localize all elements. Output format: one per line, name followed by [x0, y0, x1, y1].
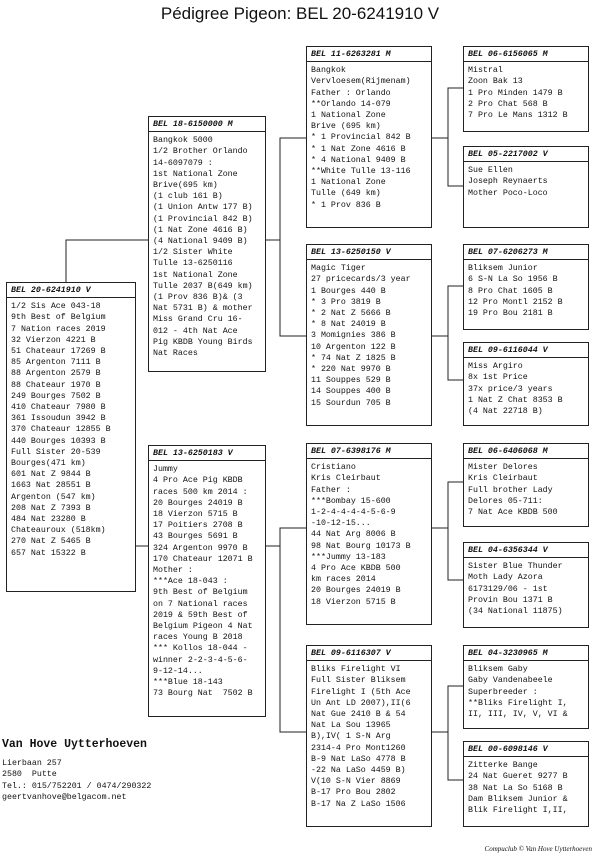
pedigree-line: 51 Chateaur 17269 B — [11, 347, 106, 357]
pedigree-line: Miss Grand Cru 16- — [153, 315, 243, 325]
pedigree-line: 1/2 Brother Orlando — [153, 147, 248, 157]
ggp8-lines — [468, 760, 584, 816]
pedigree-line: 440 Bourges 10393 B — [11, 436, 106, 446]
pedigree-line: Vervloesem(Rijmenam) — [311, 77, 411, 87]
pedigree-line: Bliksem Gaby — [468, 665, 528, 675]
gp3-ring-number: BEL 07-6398176 M — [307, 446, 431, 459]
pedigree-line: 20 Bourges 24019 B — [153, 498, 243, 508]
pedigree-line: Father : Orlando — [311, 88, 391, 98]
pedigree-line: Bourges(471 km) — [11, 459, 86, 469]
pedigree-line: (1 Nat Zone 4616 B) — [153, 225, 248, 235]
pedigree-line: (1 club 161 B) — [153, 192, 223, 202]
pedigree-line: (1 Union Antw 177 B) — [153, 203, 253, 213]
pedigree-line: Cristiano — [311, 463, 356, 473]
pedigree-line: -22 Na LaSo 4459 B) — [311, 766, 406, 776]
pedigree-line: Bliks Firelight VI — [311, 665, 401, 675]
grandsire-maternal-card — [306, 443, 432, 625]
sire-ring-number: BEL 18-6150000 M — [149, 119, 265, 132]
owner-city-line: 2580 Putte — [2, 770, 57, 780]
pedigree-line: B-17 Na Z LaSo 1506 — [311, 799, 406, 809]
pedigree-line: II, III, IV, V, VI & — [468, 710, 568, 720]
dam-ring-number: BEL 13-6250183 V — [149, 448, 265, 461]
pedigree-line: Full brother Lady — [468, 485, 553, 495]
pedigree-line: 249 Bourges 7502 B — [11, 391, 101, 401]
pedigree-line: 1st National Zone — [153, 169, 238, 179]
pedigree-line: Moth Lady Azora — [468, 573, 543, 583]
ggp7-lines — [468, 664, 584, 720]
pedigree-line: races 500 km 2014 : — [153, 487, 248, 497]
pedigree-line: Nat La Sou 13965 — [311, 721, 391, 731]
pedigree-line: 9th Best of Belgium — [153, 588, 248, 598]
gp1-lines — [311, 65, 427, 211]
pedigree-line: ***Bombay 15-600 — [311, 496, 391, 506]
ggp2-card — [463, 146, 589, 228]
pedigree-line: 8x 1st Price — [468, 373, 528, 383]
pedigree-line: B-9 Nat LaSo 4778 B — [311, 754, 406, 764]
pedigree-line: (4 Nat 22718 B) — [468, 407, 543, 417]
pedigree-line: 1663 Nat 28551 B — [11, 481, 91, 491]
ggp1-card — [463, 46, 589, 132]
gp2-lines — [311, 263, 427, 409]
granddam-paternal-card — [306, 244, 432, 426]
ggp5-ring-number: BEL 06-6406068 M — [464, 446, 588, 459]
pedigree-line: B-17 Pro Bou 2802 — [311, 788, 396, 798]
pedigree-line: winner 2-2-3-4-5-6- — [153, 655, 248, 665]
pedigree-line: Nat Gue 2410 B & 54 — [311, 710, 406, 720]
pedigree-line: 44 Nat Arg 8006 B — [311, 530, 396, 540]
pedigree-line: * 1 Provincial 842 B — [311, 133, 411, 143]
pedigree-line: (4 National 9409 B) — [153, 237, 248, 247]
pedigree-line: 98 Nat Bourg 10173 B — [311, 541, 411, 551]
pedigree-line: Nat Races — [153, 349, 198, 359]
pedigree-line: 4 Pro Ace Pig KBDB — [153, 476, 243, 486]
pedigree-line: Miss Argiro — [468, 362, 523, 372]
pedigree-line: Sister Blue Thunder — [468, 562, 563, 572]
pedigree-line: Superbreeder : — [468, 687, 538, 697]
footer-credit: Compuclub © Van Hove Uytterhoeven — [484, 845, 592, 853]
pedigree-line: 601 Nat Z 9844 B — [11, 470, 91, 480]
pedigree-line: V(10 S-N Vier 8869 — [311, 777, 401, 787]
ggp6-card — [463, 542, 589, 628]
pedigree-line: 3 Momignies 386 B — [311, 331, 396, 341]
pedigree-line: 1/2 Sis Ace 043-18 — [11, 302, 101, 312]
pedigree-line: 10 Argenton 122 B — [311, 342, 396, 352]
pedigree-line: Sue Ellen — [468, 166, 513, 176]
gp1-ring-number: BEL 11-6263281 M — [307, 49, 431, 62]
pedigree-line: 1st National Zone — [153, 270, 238, 280]
pedigree-line: * 4 National 9409 B — [311, 155, 406, 165]
pedigree-line: 27 pricecards/3 year — [311, 275, 411, 285]
pedigree-line: 1/2 Sister White — [153, 248, 233, 258]
pedigree-line: 85 Argenton 7111 B — [11, 358, 101, 368]
sire-card — [148, 116, 266, 372]
ggp8-ring-number: BEL 00-6098146 V — [464, 744, 588, 757]
pedigree-line: Tulle 13-6250116 — [153, 259, 233, 269]
pedigree-line: 370 Chateaur 12855 B — [11, 425, 111, 435]
owner-name: Van Hove Uytterhoeven — [2, 738, 147, 751]
pedigree-line: Nat 5731 B) & mother — [153, 304, 253, 314]
pedigree-line: Provin Bou 1371 B — [468, 595, 553, 605]
sire-lines — [153, 135, 261, 359]
pedigree-line: 88 Chateaur 1970 B — [11, 380, 101, 390]
pedigree-line: Delores 05-711: — [468, 496, 543, 506]
pedigree-line: 170 Chateaur 12071 B — [153, 554, 253, 564]
dam-lines — [153, 464, 261, 699]
ggp2-ring-number: BEL 05-2217002 V — [464, 149, 588, 162]
pedigree-line: Mister Delores — [468, 463, 538, 473]
pedigree-line: km races 2014 — [311, 575, 376, 585]
pedigree-line: * 2 Nat Z 5666 B — [311, 309, 391, 319]
pedigree-line: 9th Best of Belgium — [11, 313, 106, 323]
pedigree-line: * 1 Prov 836 B — [311, 200, 381, 210]
pedigree-line: 484 Nat 23280 B — [11, 515, 86, 525]
pedigree-line: -10-12-15... — [311, 519, 371, 529]
pedigree-line: 18 Vierzon 5715 B — [153, 510, 238, 520]
pedigree-line: 7 Nat Ace KBDB 500 — [468, 508, 558, 518]
pedigree-line: Blik Firelight I,II, — [468, 806, 568, 816]
gp4-ring-number: BEL 09-6116307 V — [307, 648, 431, 661]
gp4-lines — [311, 664, 427, 810]
pedigree-line: 18 Vierzon 5715 B — [311, 597, 396, 607]
subject-ring-number: BEL 20-6241910 V — [7, 285, 135, 298]
pedigree-line: 1 National Zone — [311, 111, 386, 121]
pedigree-line: Zoon Bak 13 — [468, 77, 523, 87]
ggp7-card — [463, 645, 589, 729]
pedigree-line: ***Ace 18-043 : — [153, 577, 228, 587]
owner-address-line: Lierbaan 257 — [2, 759, 62, 768]
owner-email-link[interactable]: geertvanhove@belgacom.net — [2, 793, 127, 803]
pedigree-line: 24 Nat Gueret 9277 B — [468, 772, 568, 782]
pedigree-line: 15 Sourdun 705 B — [311, 398, 391, 408]
ggp5-lines — [468, 462, 584, 518]
pedigree-line: 14 Souppes 400 B — [311, 387, 391, 397]
pedigree-line: Father : — [311, 485, 351, 495]
pedigree-line: 32 Vierzon 4221 B — [11, 335, 96, 345]
pedigree-line: 2 Pro Chat 568 B — [468, 99, 548, 109]
pedigree-line: 410 Chateaur 7980 B — [11, 403, 106, 413]
ggp6-lines — [468, 561, 584, 617]
pedigree-line: 17 Poitiers 2708 B — [153, 521, 243, 531]
pedigree-line: Full Sister Bliksem — [311, 676, 406, 686]
ggp4-lines — [468, 361, 584, 417]
pedigree-line: Belgium Pigeon 4 Nat — [153, 622, 253, 632]
pedigree-line: Mistral — [468, 66, 503, 76]
pedigree-line: Brive(695 km) — [153, 181, 218, 191]
pedigree-line: Bangkok — [311, 66, 346, 76]
ggp4-card — [463, 342, 589, 426]
pedigree-line: (1 Provincial 842 B) — [153, 214, 253, 224]
ggp7-ring-number: BEL 04-3230965 M — [464, 648, 588, 661]
pedigree-line: Un Ant LD 2007),II(6 — [311, 698, 411, 708]
pedigree-line: Dam Bliksem Junior & — [468, 794, 568, 804]
pedigree-line: 43 Bourges 5691 B — [153, 532, 238, 542]
pedigree-line: * 8 Nat 24019 B — [311, 320, 386, 330]
pedigree-line: 4 Pro Ace KBDB 500 — [311, 564, 401, 574]
pedigree-line: 6173129/06 - 1st — [468, 584, 548, 594]
pedigree-line: **White Tulle 13-116 — [311, 167, 411, 177]
page-title: Pédigree Pigeon: BEL 20-6241910 V — [160, 4, 440, 23]
pedigree-line: races Young B 2018 — [153, 633, 243, 643]
pedigree-line: Kris Cleirbaut — [311, 474, 381, 484]
grandsire-paternal-card — [306, 46, 432, 228]
owner-phone-line: Tel.: 015/752201 / 0474/290322 — [2, 781, 152, 791]
pedigree-line: Magic Tiger — [311, 264, 366, 274]
pedigree-line: * 220 Nat 9970 B — [311, 365, 391, 375]
pedigree-line: 1 Bourges 440 B — [311, 286, 386, 296]
pedigree-line: 20 Bourges 24019 B — [311, 586, 401, 596]
subject-pigeon-card — [6, 282, 136, 592]
pedigree-line: *** Kollos 18-044 - — [153, 644, 248, 654]
granddam-maternal-card — [306, 645, 432, 827]
ggp3-card — [463, 244, 589, 330]
pedigree-line: Bangkok 5000 — [153, 136, 213, 146]
gp3-lines — [311, 462, 427, 608]
pedigree-line: Kris Cleirbaut — [468, 474, 538, 484]
pedigree-line: * 1 Nat Zone 4616 B — [311, 144, 406, 154]
pedigree-line: 7 Pro Le Mans 1312 B — [468, 111, 568, 121]
pedigree-line: **Orlando 14-079 — [311, 99, 391, 109]
pedigree-line: 73 Bourg Nat 7502 B — [153, 689, 253, 699]
dam-card — [148, 445, 266, 717]
ggp1-lines — [468, 65, 584, 121]
ggp4-ring-number: BEL 09-6116044 V — [464, 345, 588, 358]
pedigree-line: 2019 & 59th Best of — [153, 610, 248, 620]
pedigree-line: 9-12-14... — [153, 666, 203, 676]
pedigree-line: Firelight I (5th Ace — [311, 687, 411, 697]
pedigree-line: 1 Pro Minden 1479 B — [468, 88, 563, 98]
pedigree-line: 12 Pro Montl 2152 B — [468, 297, 563, 307]
pedigree-line: ***Jummy 13-183 — [311, 552, 386, 562]
subject-lines — [11, 301, 131, 559]
pedigree-line: 012 - 4th Nat Ace — [153, 326, 238, 336]
pedigree-line: 324 Argenton 9970 B — [153, 543, 248, 553]
ggp1-ring-number: BEL 06-6156065 M — [464, 49, 588, 62]
owner-contact-block — [2, 738, 242, 804]
pedigree-line: (34 National 11875) — [468, 607, 563, 617]
pedigree-line: 7 Nation races 2019 — [11, 324, 106, 334]
ggp2-lines — [468, 165, 584, 199]
pedigree-line: 1 National Zone — [311, 178, 386, 188]
pedigree-line: 270 Nat Z 5465 B — [11, 537, 91, 547]
pedigree-line: * 3 Pro 3819 B — [311, 297, 381, 307]
pedigree-line: 19 Pro Bou 2181 B — [468, 309, 553, 319]
pedigree-line: 1 Nat Z Chat 8353 B — [468, 395, 563, 405]
pedigree-line: 38 Nat La So 5168 B — [468, 783, 563, 793]
pedigree-line: 37x price/3 years — [468, 384, 553, 394]
pedigree-line: Brive (695 km) — [311, 122, 381, 132]
pedigree-line: Zitterke Bange — [468, 761, 538, 771]
pedigree-line: 208 Nat Z 7393 B — [11, 503, 91, 513]
pedigree-line: Full Sister 20-539 — [11, 447, 101, 457]
pedigree-line: Jummy — [153, 465, 178, 475]
pedigree-line: Mother Poco-Loco — [468, 188, 548, 198]
pedigree-line: 8 Pro Chat 1605 B — [468, 286, 553, 296]
pedigree-line: Pig KBDB Young Birds — [153, 337, 253, 347]
pedigree-line: 14-6097079 : — [153, 158, 213, 168]
pedigree-line: Tulle 2037 B(649 km) — [153, 281, 253, 291]
ggp3-lines — [468, 263, 584, 319]
ggp5-card — [463, 443, 589, 527]
ggp8-card — [463, 741, 589, 827]
pedigree-line: 2314-4 Pro Mont1260 — [311, 743, 406, 753]
pedigree-line: 361 Issoudun 3942 B — [11, 414, 106, 424]
pedigree-line: 1-2-4-4-4-4-5-6-9 — [311, 508, 396, 518]
pedigree-line: Argenton (547 km) — [11, 492, 96, 502]
ggp3-ring-number: BEL 07-6206273 M — [464, 247, 588, 260]
pedigree-line: B),IV( 1 S-N Arg — [311, 732, 391, 742]
pedigree-line: Mother : — [153, 566, 193, 576]
pedigree-line: * 74 Nat Z 1825 B — [311, 353, 396, 363]
pedigree-line: **Bliks Firelight I, — [468, 698, 568, 708]
pedigree-line: Chateauroux (518km) — [11, 526, 106, 536]
pedigree-line: ***Blue 18-143 — [153, 678, 223, 688]
gp2-ring-number: BEL 13-6250150 V — [307, 247, 431, 260]
pedigree-line: Joseph Reynaerts — [468, 177, 548, 187]
pedigree-line: 88 Argenton 2579 B — [11, 369, 101, 379]
pedigree-line: 6 S-N La So 1956 B — [468, 275, 558, 285]
pedigree-line: on 7 National races — [153, 599, 248, 609]
pedigree-line: 11 Souppes 529 B — [311, 376, 391, 386]
pedigree-line: Tulle (649 km) — [311, 189, 381, 199]
pedigree-line: Bliksem Junior — [468, 264, 538, 274]
pedigree-line: Gaby Vandenabeele — [468, 676, 553, 686]
pedigree-line: 657 Nat 15322 B — [11, 548, 86, 558]
pedigree-line: (1 Prov 836 B)& (3 — [153, 293, 243, 303]
ggp6-ring-number: BEL 04-6356344 V — [464, 545, 588, 558]
